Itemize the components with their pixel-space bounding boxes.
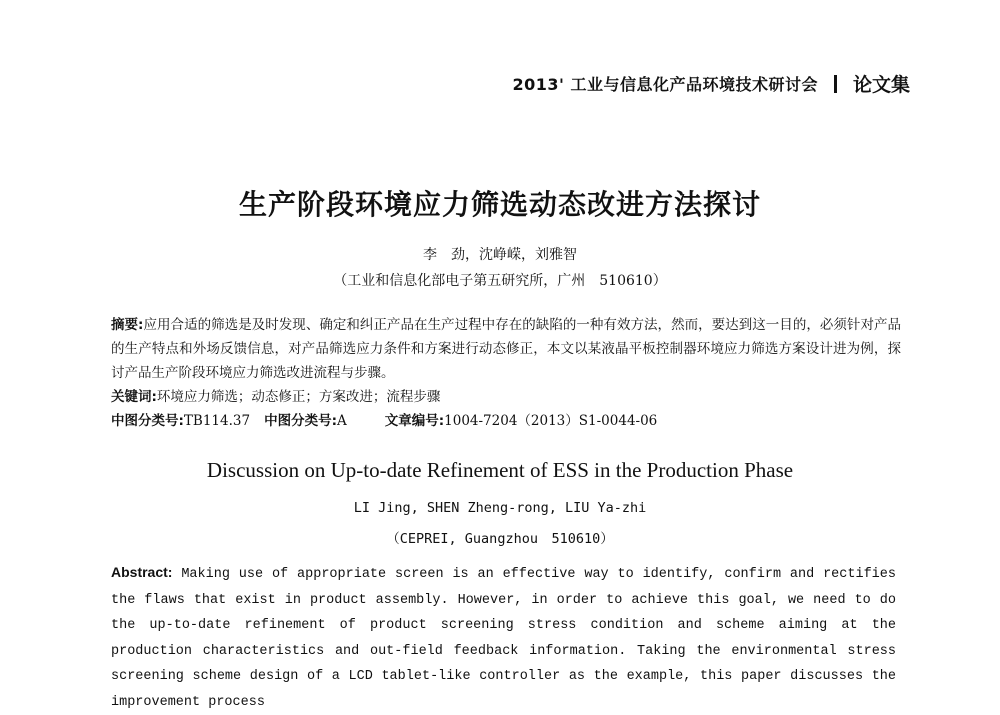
- paper-title-cn: 生产阶段环境应力筛选动态改进方法探讨: [238, 188, 761, 221]
- header-divider: [834, 75, 837, 93]
- doc-code-label: 中图分类号:: [264, 413, 337, 429]
- keywords-text-cn: 环境应力筛选；动态修正；方案改进；流程步骤: [156, 389, 441, 405]
- paper-title-en: Discussion on Up-to-date Refinement of ESS in the Production Phase: [206, 458, 794, 482]
- article-no-value: 1004-7204（2013）S1-0044-06: [444, 413, 658, 429]
- header-collection: 论文集: [852, 74, 910, 96]
- authors-cn: 李 劲，沈峥嵘，刘雅智: [423, 247, 577, 263]
- abstract-block-cn: [111, 313, 901, 433]
- header-conference: 2013' 工业与信息化产品环境技术研讨会: [512, 75, 818, 94]
- abstract-label-en: Abstract:: [111, 564, 173, 580]
- abstract-label-cn: 摘要:: [111, 317, 144, 333]
- article-no-label: 文章编号:: [384, 413, 445, 429]
- abstract-text-en: Making use of appropriate screen is an effective way to identify, confirm and rectifies the flaws that exist in product assembly. However, in order to achieve this goal, we need to do the up-to-date refinement of product screening stress condition and scheme aiming at the production characteristics and out-field feedback information. Taking the environmental stress screening scheme design of a LCD tablet-like controller as the example, this paper discusses the improvement process: [111, 567, 896, 710]
- abstract-en: [111, 560, 896, 715]
- classification-line: [111, 409, 901, 433]
- doc-code-value: A: [336, 413, 347, 429]
- abstract-text-cn: 应用合适的筛选是及时发现、确定和纠正产品在生产过程中存在的缺陷的一种有效方法，然而，要达到这一目的，必须针对产品的生产特点和外场反馈信息，对产品筛选应力条件和方案进行动态修正，本文以某液晶平板控制器环境应力筛选方案设计进为例，探讨产品生产阶段环境应力筛选改进流程与步骤。: [111, 317, 902, 381]
- clc-value: TB114.37: [183, 413, 251, 429]
- keywords-cn: [111, 385, 901, 409]
- authors-en: LI Jing, SHEN Zheng-rong, LIU Ya-zhi: [353, 500, 647, 516]
- keywords-label-cn: 关键词:: [111, 389, 157, 405]
- affiliation-en: （CEPREI, Guangzhou 510610）: [386, 531, 614, 547]
- running-header: [512, 70, 910, 97]
- clc-label: 中图分类号:: [111, 413, 184, 429]
- affiliation-cn: （工业和信息化部电子第五研究所，广州 510610）: [333, 273, 667, 289]
- abstract-cn: [111, 313, 901, 385]
